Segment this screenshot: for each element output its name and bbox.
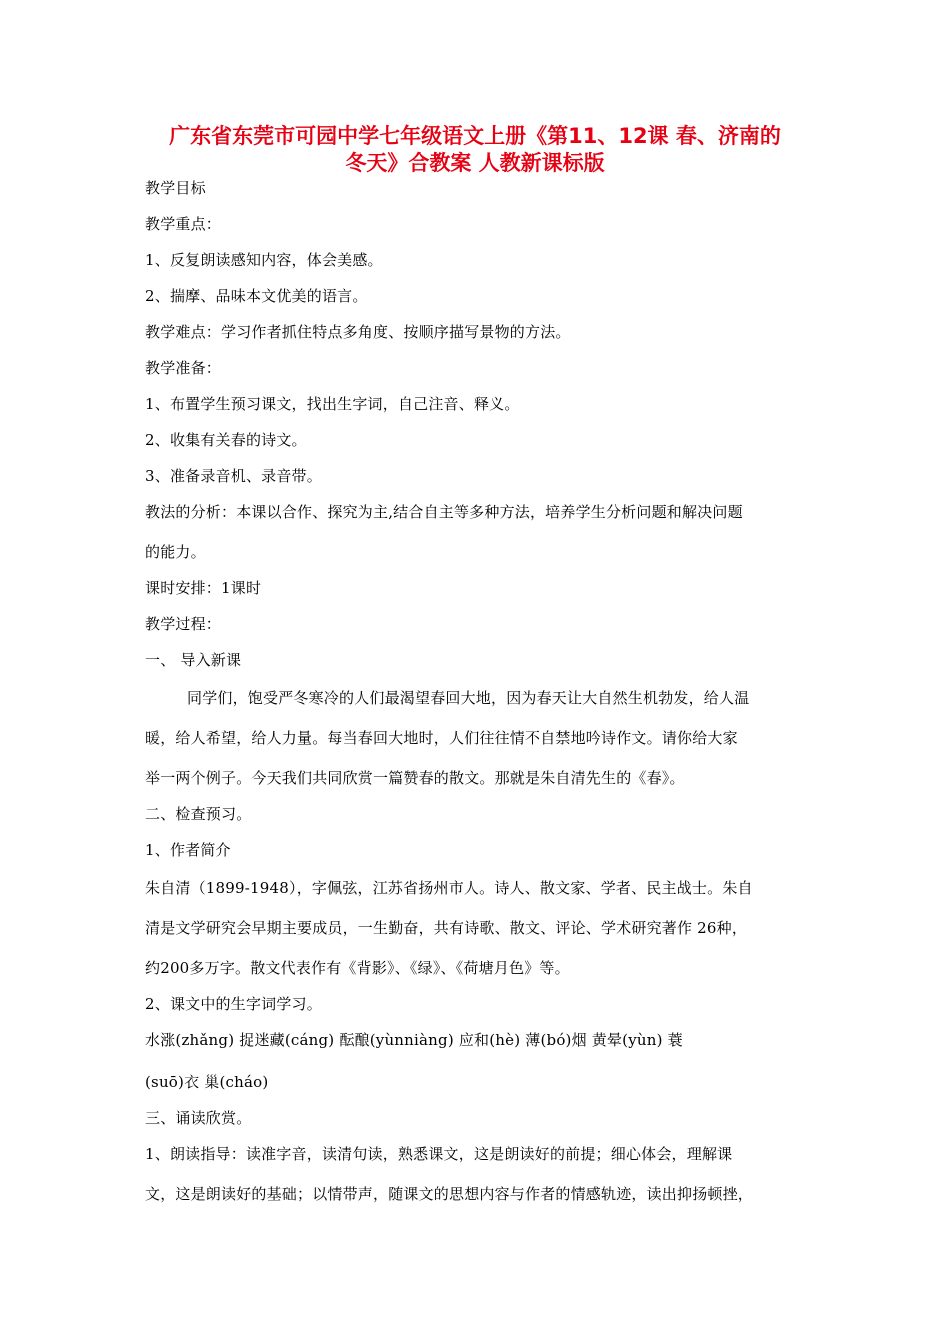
text-line: 清是文学研究会早期主要成员，一生勤奋，共有诗歌、散文、评论、学术研究著作 26种， (145, 919, 748, 937)
text-line: 教学目标 (145, 179, 206, 197)
text-line: 同学们，饱受严冬寒冷的人们最渴望春回大地，因为春天让大自然生机勃发，给人温 (187, 689, 750, 707)
section-heading: 二、检查预习。 (145, 805, 252, 823)
text-line: 1、作者简介 (145, 841, 231, 859)
text-line: 教学难点：学习作者抓住特点多角度、按顺序描写景物的方法。 (145, 323, 571, 341)
text-line: 教法的分析：本课以合作、探究为主,结合自主等多种方法，培养学生分析问题和解决问题 (145, 503, 743, 521)
text-line: 1、朗读指导：读准字音，读清句读，熟悉课文，这是朗读好的前提；细心体会，理解课 (145, 1145, 733, 1163)
text-line: 朱自清（1899-1948），字佩弦，江苏省扬州市人。诗人、散文家、学者、民主战士。朱自 (145, 879, 753, 897)
text-line: 约200多万字。散文代表作有《背影》、《绿》、《荷塘月色》等。 (145, 959, 570, 977)
text-line: 2、课文中的生字词学习。 (145, 995, 322, 1013)
text-line: 1、反复朗读感知内容，体会美感。 (145, 251, 383, 269)
text-line: 课时安排：1课时 (145, 579, 262, 597)
text-line: 2、揣摩、品味本文优美的语言。 (145, 287, 368, 305)
text-line: 文，这是朗读好的基础；以情带声，随课文的思想内容与作者的情感轨迹，读出抑扬顿挫， (145, 1185, 754, 1203)
text-line: 教学重点： (145, 215, 222, 233)
section-heading: 一、 导入新课 (145, 651, 242, 669)
text-line: 的能力。 (145, 543, 206, 561)
text-line: 教学过程： (145, 615, 222, 633)
text-line: 教学准备： (145, 359, 222, 377)
text-line: 暖，给人希望，给人力量。每当春回大地时，人们往往情不自禁地吟诗作文。请你给大家 (145, 729, 738, 747)
text-line: 举一两个例子。今天我们共同欣赏一篇赞春的散文。那就是朱自清先生的《春》。 (145, 769, 685, 787)
text-line: (suō)衣 巢(cháo) (145, 1073, 269, 1091)
document-title-line-1: 广东省东莞市可园中学七年级语文上册《第11、12课 春、济南的 (169, 124, 781, 148)
section-heading: 三、诵读欣赏。 (145, 1109, 252, 1127)
document-title-line-2: 冬天》合教案 人教新课标版 (345, 151, 605, 175)
text-line: 3、准备录音机、录音带。 (145, 467, 322, 485)
text-line: 2、收集有关春的诗文。 (145, 431, 307, 449)
text-line: 1、布置学生预习课文，找出生字词，自己注音、释义。 (145, 395, 520, 413)
text-line: 水涨(zhǎng) 捉迷藏(cáng) 酝酿(yùnniàng) 应和(hè) 薄(bó)烟 黄晕(yùn) 蓑 (145, 1031, 683, 1049)
